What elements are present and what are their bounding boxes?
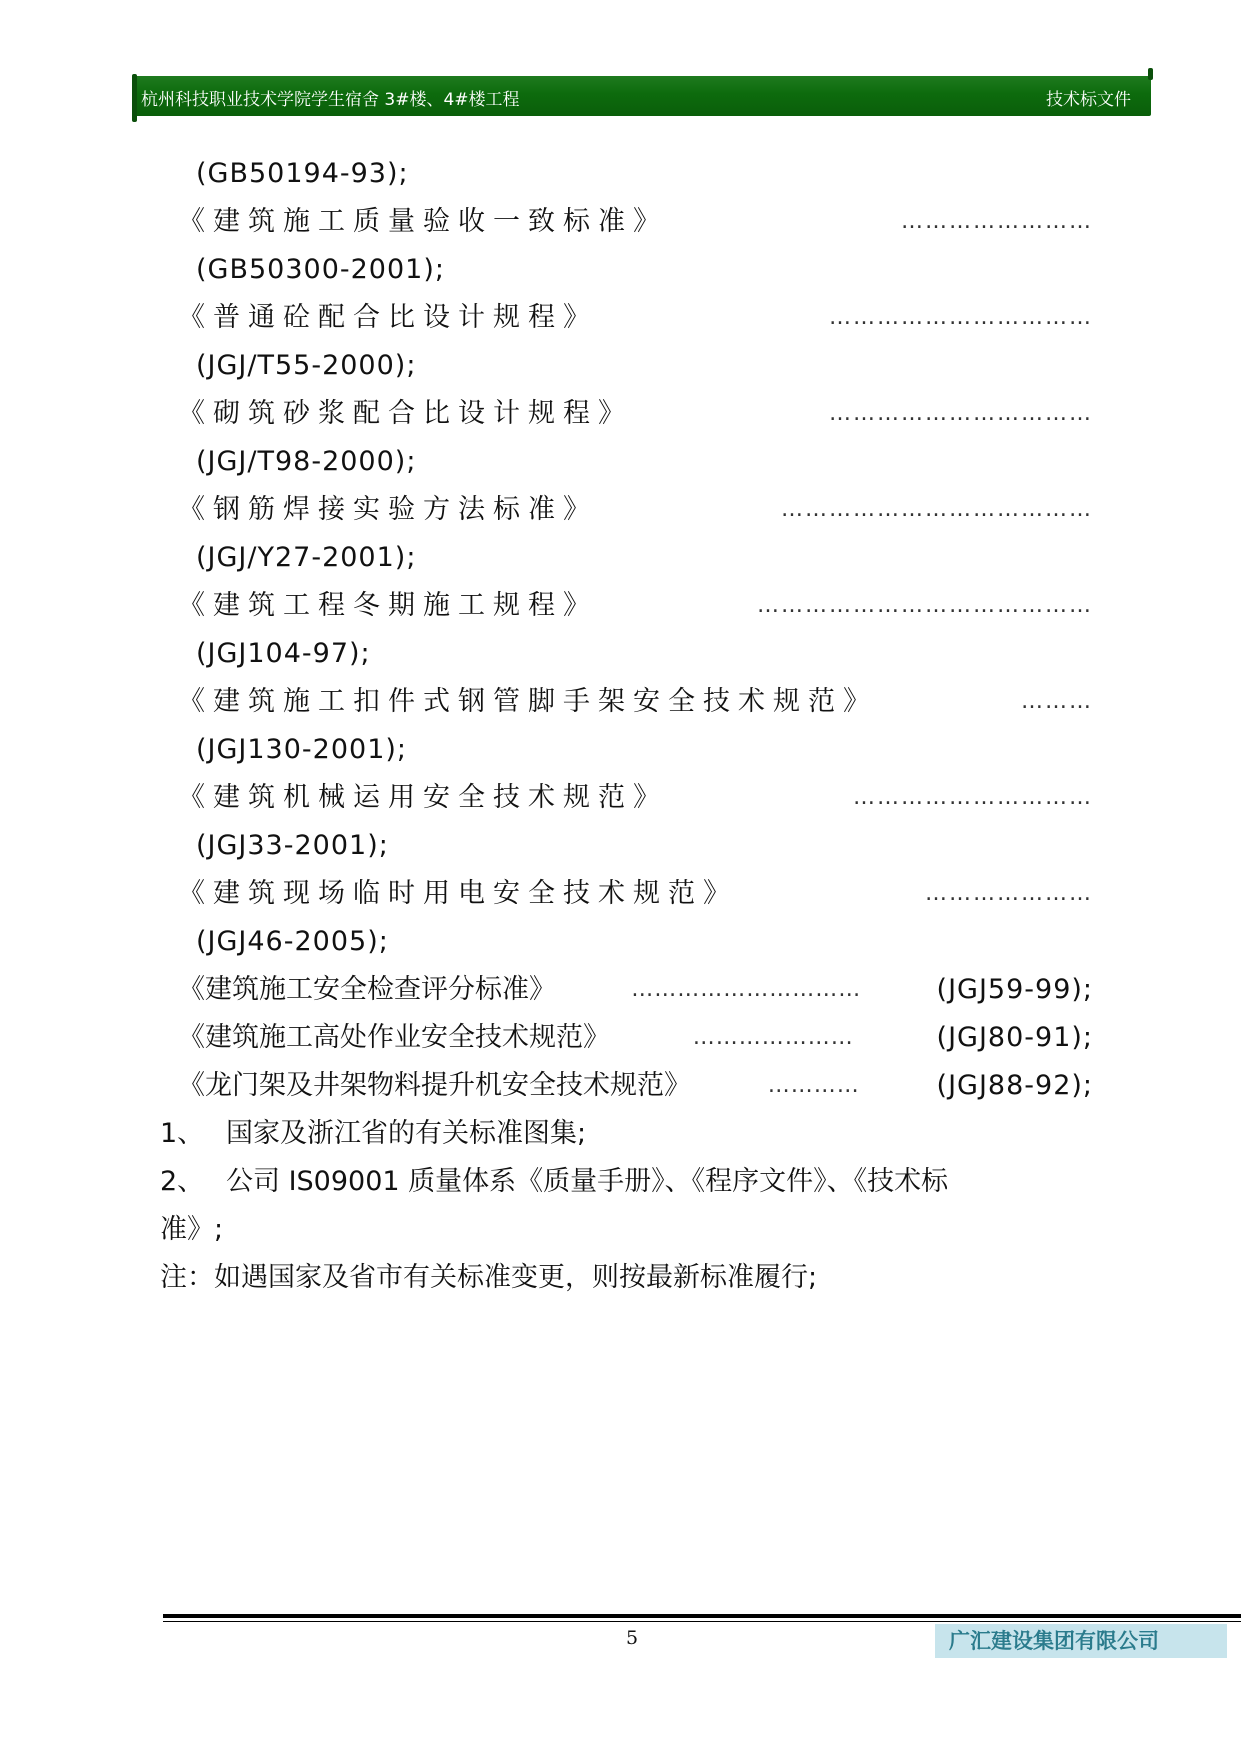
footer-rule-thin (163, 1621, 1241, 1622)
standard-code: (JGJ/Y27-2001); (196, 542, 417, 573)
standard-code: (JGJ59-99); (936, 974, 1093, 1005)
standard-code: (GB50300-2001); (196, 254, 445, 285)
note: 注：如遇国家及省市有关标准变更，则按最新标准履行; (160, 1262, 818, 1293)
leader-dots: …………………………………… (757, 593, 1093, 618)
standard-entry (178, 966, 1093, 1014)
standard-code: (JGJ/T55-2000); (196, 350, 417, 381)
leader-dots: …………………………… (829, 401, 1093, 426)
header-bar (135, 76, 1151, 116)
standard-entry (178, 678, 1093, 726)
list-item-continuation: 准》; (160, 1214, 224, 1245)
standard-code: (JGJ80-91); (936, 1022, 1093, 1053)
standard-entry (178, 1062, 1093, 1110)
item-number: 1、 (160, 1118, 205, 1149)
leader-dots: ………………… (692, 1025, 854, 1050)
standard-entry (178, 1014, 1093, 1062)
standard-entry (178, 870, 1093, 918)
standard-title: 《龙门架及井架物料提升机安全技术规范》 (178, 1070, 691, 1101)
list-item (160, 1158, 1093, 1206)
standard-title: 《建筑施工质量验收一致标准》 (178, 206, 668, 237)
leader-dots: ………………… (925, 881, 1093, 906)
leader-dots: ………………………… (631, 977, 862, 1002)
standard-title: 《钢筋焊接实验方法标准》 (178, 494, 598, 525)
standard-code: (JGJ33-2001); (196, 830, 389, 861)
standard-entry (178, 198, 1093, 246)
standard-entry (178, 774, 1093, 822)
item-text: 公司 IS09001 质量体系《质量手册》、《程序文件》、《技术标 (226, 1166, 949, 1197)
standard-title: 《建筑现场临时用电安全技术规范》 (178, 878, 738, 909)
standard-title: 《砌筑砂浆配合比设计规程》 (178, 398, 633, 429)
leader-dots: ……… (1021, 689, 1093, 714)
document-type: 技术标文件 (1046, 90, 1131, 110)
standard-title: 《建筑施工安全检查评分标准》 (178, 974, 556, 1005)
standard-title: 《建筑施工扣件式钢管脚手架安全技术规范》 (178, 686, 878, 717)
header-corner-mark-left (132, 74, 137, 122)
item-text: 国家及浙江省的有关标准图集; (226, 1118, 587, 1149)
standard-code: (JGJ88-92); (936, 1070, 1093, 1101)
leader-dots: ………………………… (853, 785, 1093, 810)
standard-title: 《建筑工程冬期施工规程》 (178, 590, 598, 621)
leader-dots: ………… (767, 1073, 860, 1098)
standard-entry (178, 582, 1093, 630)
header-corner-mark-right (1148, 68, 1153, 80)
standard-title: 《建筑施工高处作业安全技术规范》 (178, 1022, 610, 1053)
standard-code: (JGJ130-2001); (196, 734, 408, 765)
standard-code: (GB50194-93); (196, 158, 409, 189)
standard-title: 《建筑机械运用安全技术规范》 (178, 782, 668, 813)
leader-dots: …………………… (901, 209, 1093, 234)
standard-code: (JGJ/T98-2000); (196, 446, 417, 477)
footer-rule (163, 1614, 1241, 1618)
standard-entry (178, 294, 1093, 342)
standard-entry (178, 390, 1093, 438)
company-name: 广汇建设集团有限公司 (935, 1624, 1227, 1658)
standard-code: (JGJ46-2005); (196, 926, 389, 957)
standard-entry (178, 486, 1093, 534)
standard-title: 《普通砼配合比设计规程》 (178, 302, 598, 333)
page-number: 5 (626, 1627, 639, 1649)
leader-dots: …………………………… (829, 305, 1093, 330)
list-item (160, 1110, 1093, 1158)
item-number: 2、 (160, 1166, 205, 1197)
standard-code: (JGJ104-97); (196, 638, 371, 669)
leader-dots: ………………………………… (781, 497, 1093, 522)
standards-list (160, 150, 1093, 1302)
project-title: 杭州科技职业技术学院学生宿舍 3#楼、4#楼工程 (141, 90, 520, 110)
